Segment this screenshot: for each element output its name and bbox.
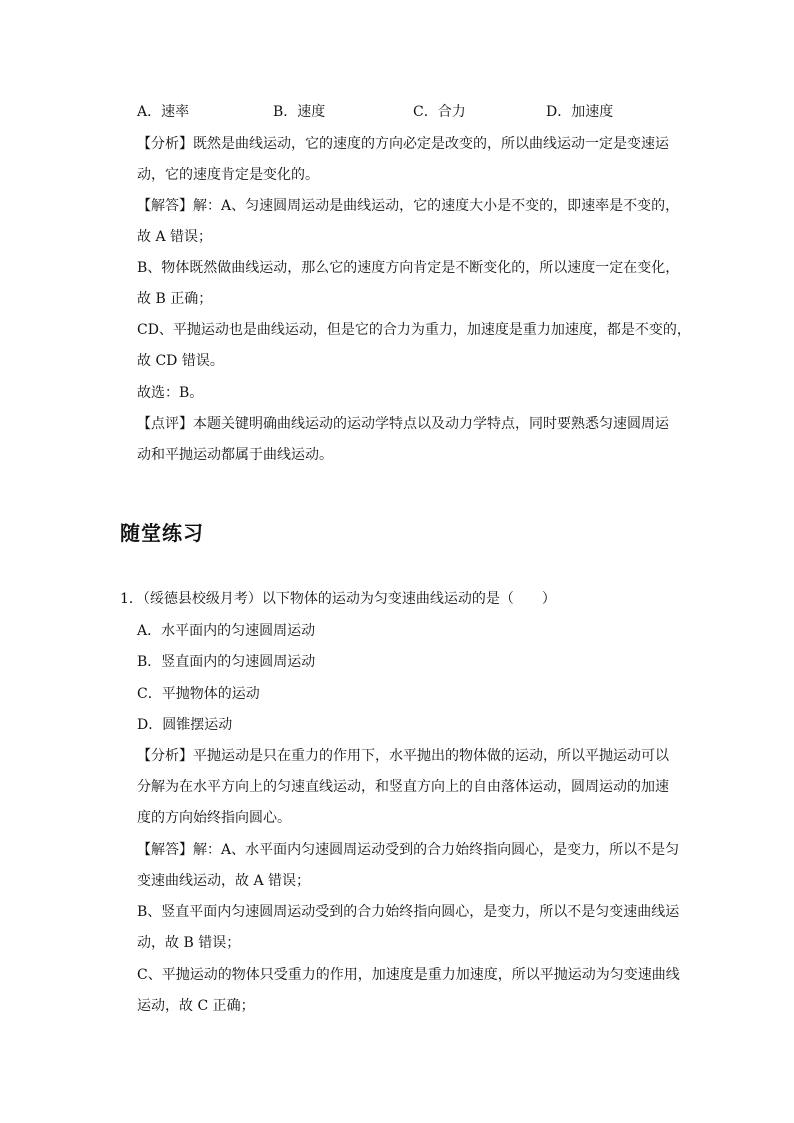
option-b: B．速度 bbox=[273, 104, 326, 120]
analysis-line: 【分析】平抛运动是只在重力的作用下，水平抛出的物体做的运动，所以平抛运动可以 bbox=[137, 748, 669, 764]
option-d: D．加速度 bbox=[546, 104, 614, 120]
answer-line: CD、平抛运动也是曲线运动，但是它的合力为重力，加速度是重力加速度，都是不变的， bbox=[137, 322, 691, 338]
question-option-c: C．平抛物体的运动 bbox=[137, 686, 260, 702]
answer-line: 故 CD 错误。 bbox=[137, 353, 224, 369]
answer-line: 故 A 错误； bbox=[137, 229, 213, 245]
comment-line: 动和平抛运动都属于曲线运动。 bbox=[137, 447, 333, 463]
answer-line: 【解答】解：A、匀速圆周运动是曲线运动，它的速度大小是不变的，即速率是不变的， bbox=[137, 198, 680, 214]
answer-line: C、平抛运动的物体只受重力的作用，加速度是重力加速度，所以平抛运动为匀变速曲线 bbox=[137, 967, 680, 983]
answer-line: 【解答】解：A、水平面内匀速圆周运动受到的合力始终指向圆心，是变力，所以不是匀 bbox=[137, 842, 680, 858]
comment-line: 【点评】本题关键明确曲线运动的运动学特点以及动力学特点，同时要熟悉匀速圆周运 bbox=[137, 416, 669, 432]
choice-line: 故选：B。 bbox=[137, 385, 204, 401]
answer-line: 运动，故 C 正确； bbox=[137, 998, 255, 1014]
question-option-d: D．圆锥摆运动 bbox=[137, 717, 233, 733]
option-c: C．合力 bbox=[413, 104, 466, 120]
answer-line: B、物体既然做曲线运动，那么它的速度方向肯定是不断变化的，所以速度一定在变化， bbox=[137, 260, 680, 276]
section-title: 随堂练习 bbox=[120, 521, 204, 545]
analysis-line: 【分析】既然是曲线运动，它的速度的方向必定是改变的，所以曲线运动一定是变速运 bbox=[137, 136, 669, 152]
analysis-line: 动，它的速度肯定是变化的。 bbox=[137, 167, 319, 183]
answer-line: 动，故 B 错误； bbox=[137, 935, 241, 951]
analysis-line: 分解为在水平方向上的匀速直线运动，和竖直方向上的自由落体运动，圆周运动的加速 bbox=[137, 779, 669, 795]
answer-line: B、竖直平面内匀速圆周运动受到的合力始终指向圆心，是变力，所以不是匀变速曲线运 bbox=[137, 904, 680, 920]
answer-line: 故 B 正确； bbox=[137, 291, 213, 307]
question-text: 1．（绥德县校级月考）以下物体的运动为匀变速曲线运动的是（ ） bbox=[120, 591, 556, 607]
question-option-a: A．水平面内的匀速圆周运动 bbox=[137, 623, 316, 639]
option-a: A．速率 bbox=[137, 104, 190, 120]
answer-line: 变速曲线运动，故 A 错误； bbox=[137, 873, 311, 889]
question-option-b: B．竖直面内的匀速圆周运动 bbox=[137, 654, 316, 670]
analysis-line: 度的方向始终指向圆心。 bbox=[137, 810, 291, 826]
